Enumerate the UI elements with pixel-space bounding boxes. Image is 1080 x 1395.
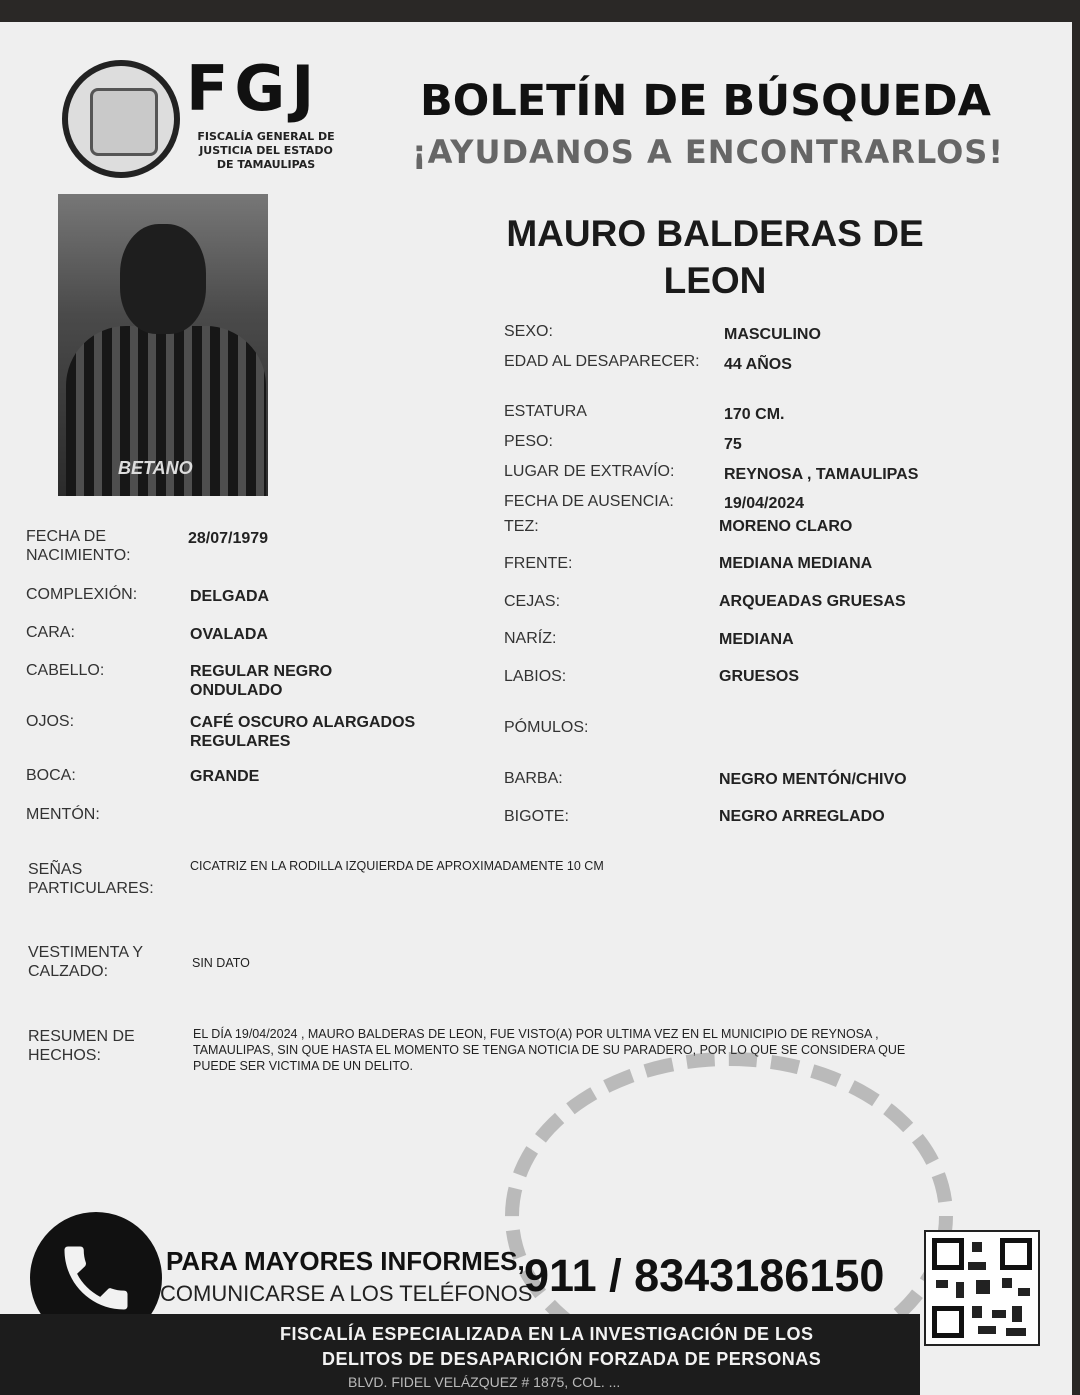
edad-label: EDAD AL DESAPARECER: [504,353,700,370]
vestimenta-label: VESTIMENTA Y CALZADO: [28,944,143,980]
complexion-label: COMPLEXIÓN: [26,586,138,603]
sexo-label: SEXO: [504,323,553,340]
peso-label: PESO: [504,433,553,450]
barba-label: BARBA: [504,770,563,787]
resumen-value: EL DÍA 19/04/2024 , MAURO BALDERAS DE LEON, FUE VISTO(A) POR ULTIMA VEZ EN EL MUNICIPIO DE REYNOSA , TAMAULIPAS, SIN QUE HASTA EL MOMENTO SE TENGA NOTICIA DE SU PARADERO, POR LO QUE SE CONSIDERA QUE PUEDE SER VICTIMA DE UN DELITO. [193,1027,906,1073]
boca-value: GRANDE [190,768,260,785]
tez-label: TEZ: [504,518,539,535]
vestimenta-value: SIN DATO [192,956,250,970]
contact-phone-numbers[interactable]: 911 / 8343186150 [524,1250,885,1301]
labios-label: LABIOS: [504,668,567,685]
footer-line-1: FISCALÍA ESPECIALIZADA EN LA INVESTIGACIÓN DE LOS [280,1324,814,1344]
pomulos-label: PÓMULOS: [504,719,589,736]
nariz-label: NARÍZ: [504,630,557,647]
fecha-ausencia-label: FECHA DE AUSENCIA: [504,493,674,510]
person-name: MAURO BALDERAS DE LEON [506,213,924,301]
contact-subheading: COMUNICARSE A LOS TELÉFONOS [160,1281,533,1306]
barba-value: NEGRO MENTÓN/CHIVO [719,771,907,788]
labios-value: GRUESOS [719,668,800,685]
contact-heading: PARA MAYORES INFORMES, [166,1246,525,1276]
sexo-value: MASCULINO [724,326,821,343]
person-photo: BETANO [58,194,268,496]
senas-label: SEÑAS PARTICULARES: [28,861,154,897]
ojos-label: OJOS: [26,713,75,730]
bulletin-title: BOLETÍN DE BÚSQUEDA [420,76,991,126]
qr-code[interactable] [924,1230,1040,1346]
nacimiento-label: FECHA DE NACIMIENTO: [26,528,131,564]
peso-value: 75 [724,436,742,453]
complexion-value: DELGADA [190,588,270,605]
fecha-ausencia-value: 19/04/2024 [724,495,805,512]
cara-label: CARA: [26,624,75,641]
nariz-value: MEDIANA [719,631,794,648]
org-abbreviation: FGJ [186,52,321,125]
footer-band [0,1314,920,1395]
lugar-label: LUGAR DE EXTRAVÍO: [504,463,675,480]
search-bulletin [0,22,1072,1395]
cabello-value: REGULAR NEGRO ONDULADO [190,663,333,699]
edad-value: 44 AÑOS [724,356,792,373]
senas-value: CICATRIZ EN LA RODILLA IZQUIERDA DE APROXIMADAMENTE 10 CM [190,859,604,873]
bigote-label: BIGOTE: [504,808,569,825]
lugar-value: REYNOSA , TAMAULIPAS [724,466,919,483]
org-name: FISCALÍA GENERAL DE JUSTICIA DEL ESTADO DE TAMAULIPAS [197,130,335,171]
tez-value: MORENO CLARO [719,518,853,535]
cabello-label: CABELLO: [26,662,105,679]
bulletin-subtitle: ¡AYUDANOS A ENCONTRARLOS! [412,133,1004,171]
frente-value: MEDIANA MEDIANA [719,555,873,572]
cejas-label: CEJAS: [504,593,561,610]
state-emblem-logo [62,60,180,178]
footer-line-2: DELITOS DE DESAPARICIÓN FORZADA DE PERSONAS [322,1349,822,1369]
menton-label: MENTÓN: [26,806,100,823]
nacimiento-value: 28/07/1979 [188,530,269,547]
cejas-value: ARQUEADAS GRUESAS [719,593,906,610]
resumen-label: RESUMEN DE HECHOS: [28,1028,135,1064]
bigote-value: NEGRO ARREGLADO [719,808,885,825]
boca-label: BOCA: [26,767,76,784]
cara-value: OVALADA [190,626,268,643]
estatura-label: ESTATURA [504,403,587,420]
footer-address: BLVD. FIDEL VELÁZQUEZ # 1875, COL. ... [348,1374,621,1390]
frente-label: FRENTE: [504,555,573,572]
estatura-value: 170 CM. [724,406,785,423]
ojos-value: CAFÉ OSCURO ALARGADOS REGULARES [190,714,416,750]
